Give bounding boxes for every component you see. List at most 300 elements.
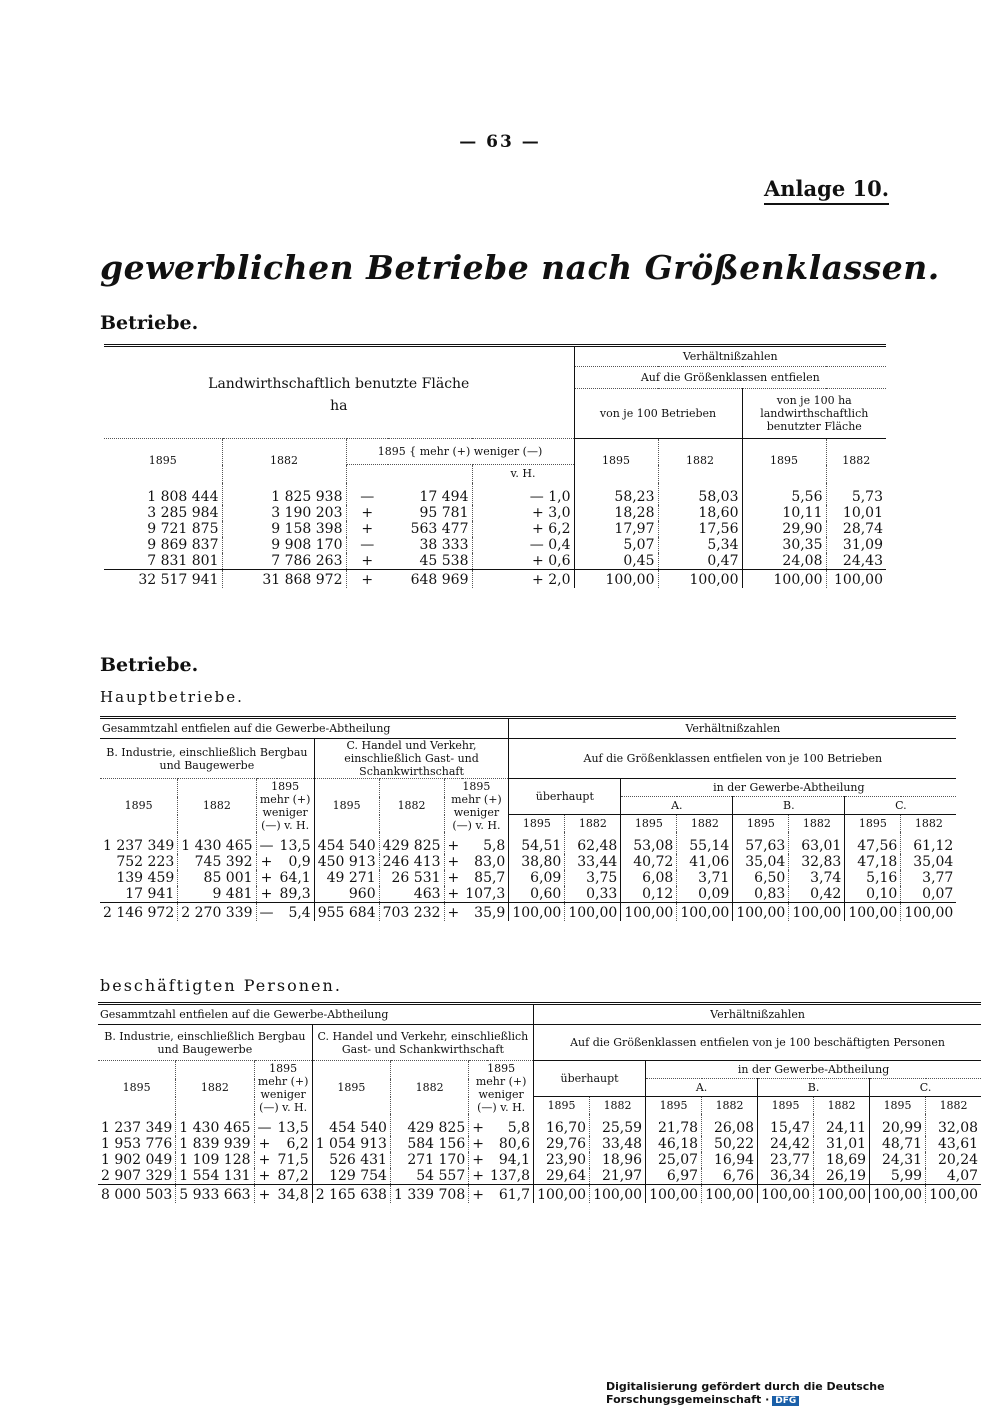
table-cell: + (256, 886, 277, 903)
table-cell: 5,16 (845, 870, 901, 886)
table-cell: 1 339 708 (390, 1185, 468, 1204)
t2-hdr-a-1895: 1895 (621, 815, 677, 833)
t1-hdr-je100ha: von je 100 ha landwirthschaftlich benutzter Fläche (742, 389, 886, 439)
table-cell: 429 825 (390, 1114, 468, 1136)
table-cell: 9 481 (178, 886, 256, 903)
table-cell: 38 333 (419, 536, 469, 553)
table-cell: 563 477 (410, 520, 469, 537)
table3-section-title: beschäftigten Personen. (100, 976, 342, 995)
table-cell: 5,34 (658, 537, 742, 553)
t3-hdr-b: B. Industrie, einschließlich Bergbau und Baugewerbe (104, 1029, 306, 1056)
table-cell: 6,50 (733, 870, 789, 886)
table-cell: 100,00 (509, 903, 565, 922)
table-cell: 5,73 (826, 483, 886, 505)
table-cell: 24,43 (826, 553, 886, 570)
table-cell: 450 913 (314, 854, 379, 870)
t2-hdr-verh: Verhältnißzahlen (509, 718, 957, 739)
t1-hdr-diff: 1895 { mehr (+) weniger (—) (346, 439, 574, 465)
table-cell: 10,11 (742, 505, 826, 521)
table-cell: 246 413 (379, 854, 444, 870)
table-cell: 16,70 (534, 1114, 590, 1136)
t3-hdr-inder: in der Gewerbe-Abtheilung (646, 1061, 982, 1079)
t1-hdr-vh: v. H. (472, 465, 574, 483)
t1-hdr-verh: Verhältnißzahlen (574, 346, 886, 367)
t3-hdr-u-1882: 1882 (590, 1097, 646, 1115)
t3-hdr-a-1895: 1895 (646, 1097, 702, 1115)
t2-hdr-a-1882: 1882 (677, 815, 733, 833)
table-cell: 17 941 (125, 886, 175, 902)
table-cell: 960 (314, 886, 379, 903)
table-cell: 5 933 663 (176, 1185, 254, 1204)
t3-hdr-bb-1895: 1895 (758, 1097, 814, 1115)
table-cell: 41,06 (677, 854, 733, 870)
table-cell: 2 165 638 (312, 1185, 390, 1204)
table-cell: 25,07 (646, 1152, 702, 1168)
table3 (98, 1002, 981, 1203)
table-cell: + (469, 1185, 487, 1204)
table-cell: 0,83 (733, 886, 789, 903)
table-cell: 32 517 941 (104, 569, 222, 588)
table-cell: 13,5 (277, 1120, 309, 1136)
table-cell: 100,00 (658, 569, 742, 588)
table-cell: 17 494 (419, 488, 469, 505)
table-cell: + (254, 1136, 275, 1152)
table-cell: 89,3 (279, 886, 311, 902)
table-cell: — (346, 483, 388, 505)
table-cell: 2 907 329 (101, 1168, 173, 1184)
table-cell: 21,78 (646, 1114, 702, 1136)
table-cell: 31,09 (826, 537, 886, 553)
table-cell: 63,01 (789, 832, 845, 854)
table-cell: 40,72 (621, 854, 677, 870)
table-cell: 20,99 (870, 1114, 926, 1136)
t2-hdr-b-diff: 1895 mehr (+) weniger (—) v. H. (256, 779, 314, 833)
table-cell: 20,24 (926, 1152, 982, 1168)
table-cell: 35,04 (901, 854, 957, 870)
table-cell: 4,07 (926, 1168, 982, 1185)
t1-hdr-vf-1882: 1882 (826, 439, 886, 483)
table-row (100, 832, 956, 854)
t3-hdr-c-1895: 1895 (312, 1061, 390, 1115)
t1-hdr-vb-1895: 1895 (574, 439, 658, 483)
table-cell: 648 969 (388, 569, 472, 588)
table-cell: + (346, 505, 388, 521)
table-cell: 32,83 (789, 854, 845, 870)
t2-hdr-bb-1895: 1895 (733, 815, 789, 833)
table-cell: 47,18 (845, 854, 901, 870)
table-cell: 54 557 (390, 1168, 468, 1185)
table-cell: 584 156 (390, 1136, 468, 1152)
t3-hdr-b-diff: 1895 mehr (+) weniger (—) v. H. (254, 1061, 312, 1115)
t1-hdr-je100b: von je 100 Betrieben (574, 389, 742, 439)
table-cell: 46,18 (646, 1136, 702, 1152)
table-cell: — (256, 832, 277, 854)
table-cell: 1 430 465 (176, 1114, 254, 1136)
table-cell: 100,00 (814, 1185, 870, 1204)
table-cell: 13,5 (279, 838, 311, 854)
t3-hdr-verh: Verhältnißzahlen (534, 1004, 982, 1025)
table-row (104, 505, 886, 521)
table-cell: 33,44 (565, 854, 621, 870)
table-cell: 3,77 (901, 870, 957, 886)
t1-hdr-1882: 1882 (222, 439, 346, 483)
table-cell: + (444, 886, 462, 903)
table-cell: 6,97 (646, 1168, 702, 1185)
table-row (104, 537, 886, 553)
table-cell: 3,75 (565, 870, 621, 886)
t2-hdr-cc-1882: 1882 (901, 815, 957, 833)
table-cell: 5,56 (742, 483, 826, 505)
table-cell: 18,28 (574, 505, 658, 521)
t2-hdr-c-diff: 1895 mehr (+) weniger (—) v. H. (444, 779, 509, 833)
table-cell: 1 554 131 (176, 1168, 254, 1185)
table-cell: 8 000 503 (98, 1185, 176, 1204)
table-cell: 100,00 (789, 903, 845, 922)
table-cell: 100,00 (733, 903, 789, 922)
table-cell: 1 953 776 (101, 1136, 173, 1152)
table-cell: 0,60 (509, 886, 565, 903)
table-cell: 24,42 (758, 1136, 814, 1152)
table-cell: 35,04 (733, 854, 789, 870)
t3-hdr-b-1895: 1895 (98, 1061, 176, 1115)
table-cell: 1 430 465 (178, 832, 256, 854)
t3-hdr-u-1895: 1895 (534, 1097, 590, 1115)
table-cell: — (256, 903, 277, 922)
table1-section-title: Betriebe. (100, 312, 199, 334)
digitization-footer (606, 1380, 1000, 1406)
table-cell: 100,00 (590, 1185, 646, 1204)
table-cell: 38,80 (509, 854, 565, 870)
t3-hdr-b-1882: 1882 (176, 1061, 254, 1115)
table-cell: 463 (379, 886, 444, 903)
table-cell: 36,34 (758, 1168, 814, 1185)
table-cell: 53,08 (621, 832, 677, 854)
table-cell: 2 270 339 (178, 903, 256, 922)
t2-hdr-cc-1895: 1895 (845, 815, 901, 833)
table-cell: 703 232 (379, 903, 444, 922)
table-cell: + 2,0 (472, 569, 574, 588)
t2-hdr-auf: Auf die Größenklassen entfielen von je 100 Betrieben (509, 739, 957, 779)
table-cell: 24,08 (742, 553, 826, 570)
table-cell: 100,00 (870, 1185, 926, 1204)
t3-hdr-a-1882: 1882 (702, 1097, 758, 1115)
table-cell: 0,09 (677, 886, 733, 903)
table-cell: 955 684 (314, 903, 379, 922)
table-cell: 100,00 (826, 569, 886, 588)
table-cell: 3 285 984 (147, 504, 219, 521)
table-cell: 10,01 (826, 505, 886, 521)
table-cell: 6,09 (509, 870, 565, 886)
t3-hdr-bb: B. (758, 1079, 870, 1097)
t1-hdr-vb-1882: 1882 (658, 439, 742, 483)
table-row (104, 521, 886, 537)
table-cell: 15,47 (758, 1114, 814, 1136)
table-cell: + (469, 1152, 487, 1168)
table-cell: 100,00 (901, 903, 957, 922)
table-cell: + (256, 854, 277, 870)
table-cell: 3 190 203 (222, 505, 346, 521)
table-cell: 1 839 939 (176, 1136, 254, 1152)
table-cell: 0,47 (658, 553, 742, 570)
table-cell: 454 540 (312, 1114, 390, 1136)
table-cell: 28,74 (826, 521, 886, 537)
appendix-label: Anlage 10. (764, 176, 889, 205)
t2-hdr-u-1882: 1882 (565, 815, 621, 833)
table-cell: 7 831 801 (147, 552, 219, 569)
t3-hdr-cc-1882: 1882 (926, 1097, 982, 1115)
t2-hdr-bb: B. (733, 797, 845, 815)
table2 (100, 716, 956, 921)
table2-subsection-title: Hauptbetriebe. (100, 688, 244, 706)
table-cell: 16,94 (702, 1152, 758, 1168)
t3-hdr-cc: C. (870, 1079, 982, 1097)
table-row (98, 1136, 981, 1152)
table-cell: 21,97 (590, 1168, 646, 1185)
table-cell: 25,59 (590, 1114, 646, 1136)
table-cell: 9 158 398 (222, 521, 346, 537)
table-cell: 5,4 (277, 903, 315, 922)
table-row (98, 1114, 981, 1136)
table-cell: + (444, 854, 462, 870)
table-cell: 85 001 (178, 870, 256, 886)
table-cell: + (469, 1168, 487, 1185)
table-cell: 29,76 (534, 1136, 590, 1152)
table-cell: 3,74 (789, 870, 845, 886)
table-cell: 1 808 444 (147, 488, 219, 505)
table-cell: 1 237 349 (101, 1120, 173, 1136)
table-cell: 0,33 (565, 886, 621, 903)
table-cell: 3,71 (677, 870, 733, 886)
total-row (100, 903, 956, 922)
table-cell: 31 868 972 (222, 569, 346, 588)
page-number: — 63 — (459, 132, 541, 152)
table-cell: 6,08 (621, 870, 677, 886)
table-cell: 100,00 (534, 1185, 590, 1204)
table-cell: + (444, 832, 462, 854)
t2-hdr-b-1895: 1895 (100, 779, 178, 833)
table-cell: 26,19 (814, 1168, 870, 1185)
t2-hdr-inder: in der Gewerbe-Abtheilung (621, 779, 957, 797)
t2-hdr-c-1882: 1882 (379, 779, 444, 833)
table-cell: 100,00 (646, 1185, 702, 1204)
t2-hdr-b: B. Industrie, einschließlich Bergbau und Baugewerbe (106, 745, 308, 772)
table-cell: 24,31 (870, 1152, 926, 1168)
table-row (100, 870, 956, 886)
table-cell: 35,9 (462, 903, 509, 922)
table-cell: 5,99 (870, 1168, 926, 1185)
table-cell: 0,12 (621, 886, 677, 903)
table-row (98, 1168, 981, 1185)
table-cell: 31,01 (814, 1136, 870, 1152)
table-cell: 80,6 (498, 1136, 531, 1152)
table-cell: 137,8 (489, 1168, 531, 1184)
t2-hdr-c: C. Handel und Verkehr, einschließlich Gast- und Schankwirthschaft (314, 739, 509, 779)
table-cell: 95 781 (419, 504, 469, 521)
t2-hdr-gesamt: Gesammtzahl entfielen auf die Gewerbe-Abtheilung (100, 718, 509, 739)
table-cell: + (254, 1168, 275, 1185)
table-cell: 85,7 (474, 870, 506, 886)
table-cell: 454 540 (314, 832, 379, 854)
table-cell: + (444, 903, 462, 922)
table-cell: 100,00 (621, 903, 677, 922)
t3-hdr-c-1882: 1882 (390, 1061, 468, 1115)
table-cell: 1 109 128 (176, 1152, 254, 1168)
table-cell: + (256, 870, 277, 886)
table-cell: 100,00 (845, 903, 901, 922)
table-cell: 58,23 (574, 483, 658, 505)
table-cell: 9 721 875 (147, 520, 219, 537)
table-cell: + 6,2 (472, 521, 574, 537)
t1-hdr-1895: 1895 (104, 439, 222, 483)
table-cell: 29,90 (742, 521, 826, 537)
table-cell: + (346, 553, 388, 570)
table-cell: 61,12 (901, 832, 957, 854)
table-cell: 1 902 049 (101, 1152, 173, 1168)
table-row (98, 1152, 981, 1168)
t3-hdr-a: A. (646, 1079, 758, 1097)
table-cell: 7 786 263 (222, 553, 346, 570)
table-cell: — 1,0 (472, 483, 574, 505)
table-cell: 58,03 (658, 483, 742, 505)
t2-hdr-c-1895: 1895 (314, 779, 379, 833)
table-cell: 0,45 (574, 553, 658, 570)
table-cell: 139 459 (116, 870, 175, 886)
t3-hdr-gesamt: Gesammtzahl entfielen auf die Gewerbe-Abtheilung (98, 1004, 534, 1025)
table-cell: 83,0 (474, 854, 506, 870)
table-cell: 26 531 (379, 870, 444, 886)
t1-hdr-vf-1895: 1895 (742, 439, 826, 483)
table-cell: 5,8 (507, 1120, 531, 1136)
table-cell: 24,11 (814, 1114, 870, 1136)
table-cell: 1 054 913 (312, 1136, 390, 1152)
table-cell: 18,96 (590, 1152, 646, 1168)
table-cell: 34,8 (275, 1185, 313, 1204)
table-row (100, 886, 956, 903)
table-cell: 1 237 349 (103, 838, 175, 854)
table-cell: 94,1 (498, 1152, 531, 1168)
table-cell: 752 223 (116, 854, 175, 870)
t1-hdr-auf: Auf die Größenklassen entfielen (574, 367, 886, 389)
table-cell: 87,2 (277, 1168, 309, 1184)
table-cell: 0,10 (845, 886, 901, 903)
table-cell: 45 538 (419, 552, 469, 569)
table-cell: 107,3 (465, 886, 506, 902)
table1-body (104, 483, 886, 588)
table-row (104, 483, 886, 505)
table-cell: 745 392 (178, 854, 256, 870)
table-cell: 0,07 (901, 886, 957, 903)
table-cell: 47,56 (845, 832, 901, 854)
table-cell: 49 271 (314, 870, 379, 886)
table2-body (100, 832, 956, 921)
table-cell: 61,7 (487, 1185, 534, 1204)
table-cell: 6,76 (702, 1168, 758, 1185)
table-cell: 23,77 (758, 1152, 814, 1168)
table-cell: — 0,4 (472, 537, 574, 553)
table-cell: 129 754 (312, 1168, 390, 1185)
t2-hdr-bb-1882: 1882 (789, 815, 845, 833)
footer-text: Digitalisierung gefördert durch die Deutsche Forschungsgemeinschaft · (606, 1380, 885, 1406)
table-cell: 57,63 (733, 832, 789, 854)
t1-hdr-ha: ha (330, 397, 348, 414)
table-cell: 64,1 (279, 870, 311, 886)
table-cell: + (469, 1114, 487, 1136)
t3-hdr-auf: Auf die Größenklassen entfielen von je 100 beschäftigten Personen (534, 1025, 982, 1061)
table-cell: 100,00 (574, 569, 658, 588)
t2-hdr-u-1895: 1895 (509, 815, 565, 833)
table-cell: 71,5 (277, 1152, 309, 1168)
table1 (104, 344, 886, 588)
main-title: gewerblichen Betriebe nach Größenklassen. (100, 248, 940, 287)
table-cell: 50,22 (702, 1136, 758, 1152)
table-cell: + (444, 870, 462, 886)
t3-hdr-cc-1895: 1895 (870, 1097, 926, 1115)
table-cell: — (254, 1114, 275, 1136)
table-cell: 100,00 (926, 1185, 982, 1204)
table-cell: 33,48 (590, 1136, 646, 1152)
table2-section-title: Betriebe. (100, 654, 199, 676)
table3-body (98, 1114, 981, 1203)
table-cell: 55,14 (677, 832, 733, 854)
table-cell: + (254, 1185, 275, 1204)
table-cell: 100,00 (702, 1185, 758, 1204)
table-cell: 62,48 (565, 832, 621, 854)
t2-hdr-cc: C. (845, 797, 957, 815)
table-cell: 271 170 (390, 1152, 468, 1168)
table-cell: 32,08 (926, 1114, 982, 1136)
table-cell: + (254, 1152, 275, 1168)
table-cell: + (469, 1136, 487, 1152)
table-cell: 26,08 (702, 1114, 758, 1136)
t1-hdr-flaeche: Landwirthschaftlich benutzte Fläche (208, 375, 470, 392)
table-cell: 29,64 (534, 1168, 590, 1185)
table-cell: 100,00 (565, 903, 621, 922)
t3-hdr-ueberhaupt: überhaupt (534, 1061, 646, 1097)
table-cell: 526 431 (312, 1152, 390, 1168)
t2-hdr-ueberhaupt: überhaupt (509, 779, 621, 815)
table-cell: + 0,6 (472, 553, 574, 570)
t3-hdr-bb-1882: 1882 (814, 1097, 870, 1115)
dfg-logo: DFG (772, 1396, 799, 1406)
table-cell: 100,00 (758, 1185, 814, 1204)
table-cell: 5,8 (483, 838, 506, 854)
table-row (100, 854, 956, 870)
table-cell: 48,71 (870, 1136, 926, 1152)
table-cell: 6,2 (286, 1136, 309, 1152)
table-cell: 100,00 (742, 569, 826, 588)
total-row (104, 569, 886, 588)
table-cell: + (346, 521, 388, 537)
table-cell: + 3,0 (472, 505, 574, 521)
table-cell: 17,97 (574, 521, 658, 537)
total-row (98, 1185, 981, 1204)
table-cell: 43,61 (926, 1136, 982, 1152)
table-cell: 0,9 (288, 854, 311, 870)
table-cell: 429 825 (379, 832, 444, 854)
table-cell: 9 869 837 (147, 536, 219, 553)
table-row (104, 553, 886, 570)
table-cell: + (346, 569, 388, 588)
t3-hdr-c: C. Handel und Verkehr, einschließlich Gast- und Schankwirthschaft (312, 1025, 533, 1061)
table-cell: 18,60 (658, 505, 742, 521)
table-cell: 0,42 (789, 886, 845, 903)
table-cell: 17,56 (658, 521, 742, 537)
table-cell: 23,90 (534, 1152, 590, 1168)
table-cell: — (346, 537, 388, 553)
t2-hdr-b-1882: 1882 (178, 779, 256, 833)
table-cell: 18,69 (814, 1152, 870, 1168)
t3-hdr-c-diff: 1895 mehr (+) weniger (—) v. H. (469, 1061, 534, 1115)
